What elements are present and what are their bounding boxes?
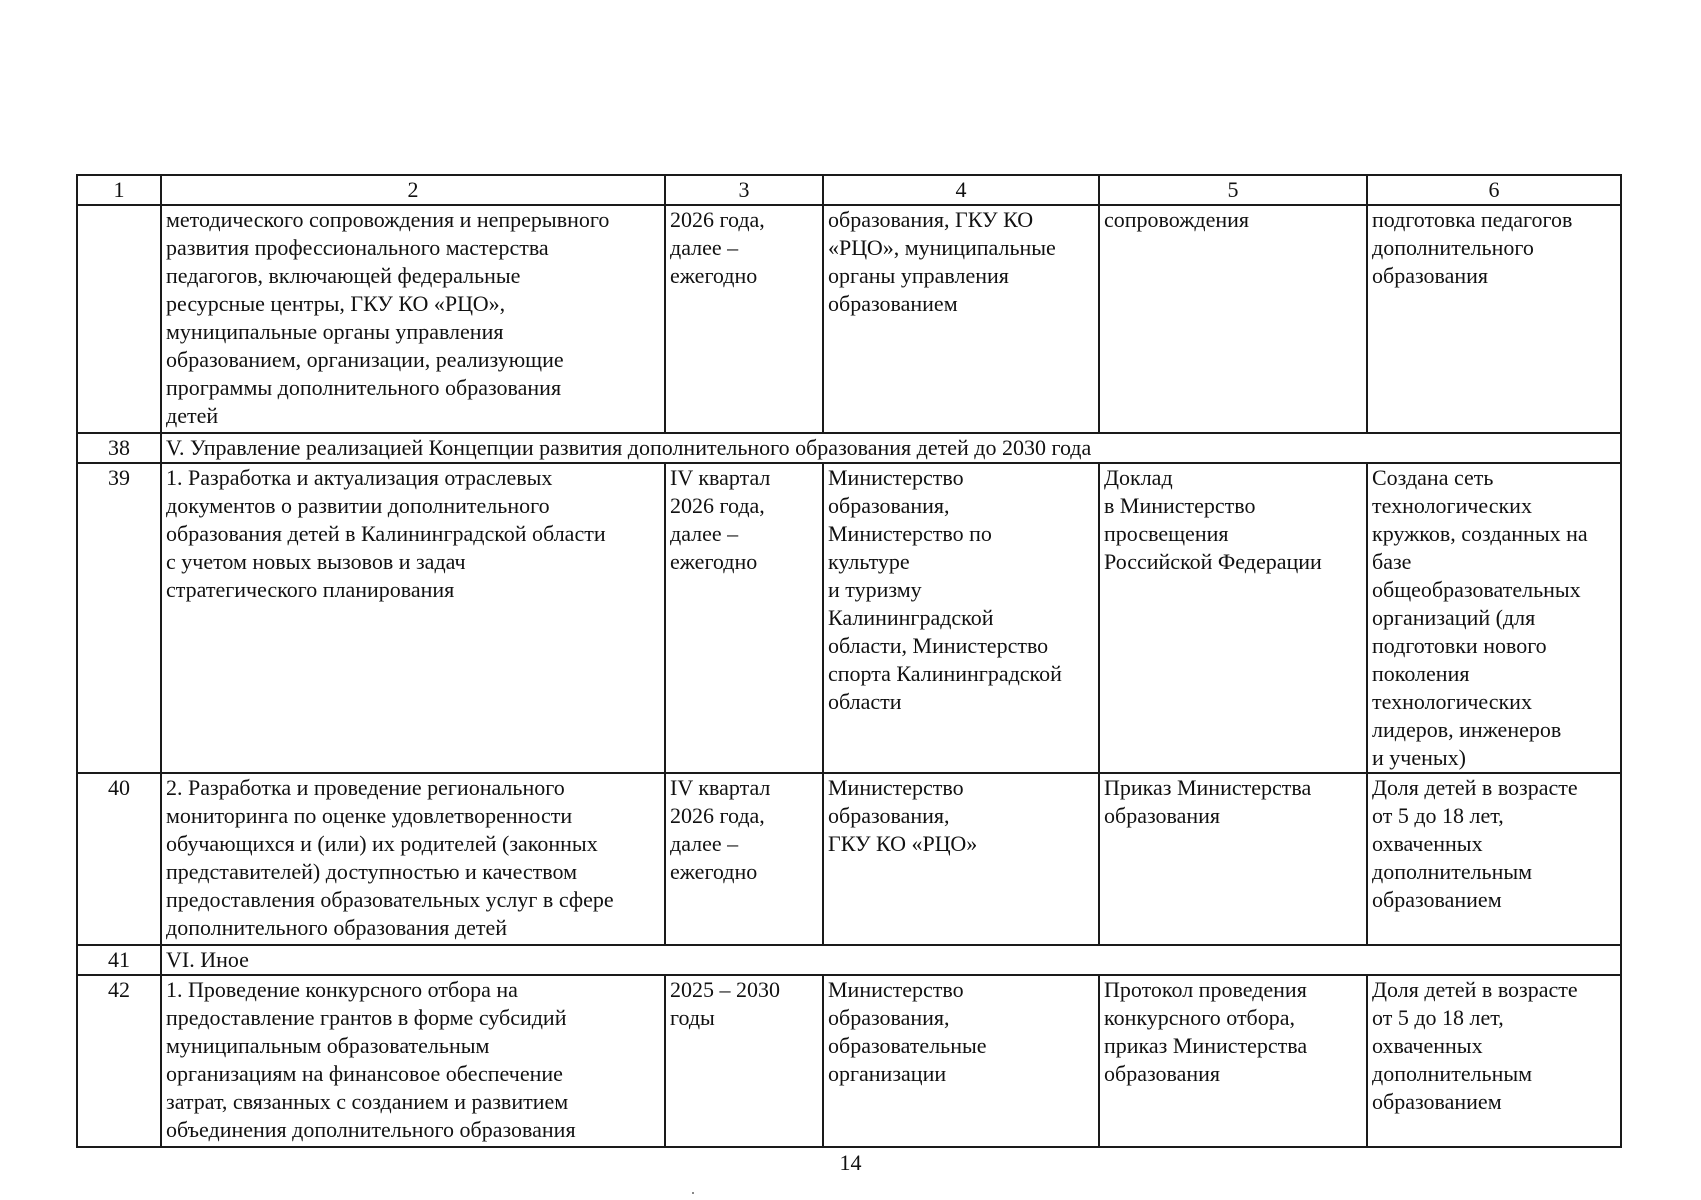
header-col-6: 6 xyxy=(1367,175,1621,205)
header-col-4: 4 xyxy=(823,175,1099,205)
indicator-cell: Доля детей в возрасте от 5 до 18 лет, охваченных дополнительным образованием xyxy=(1367,773,1621,945)
section-title: V. Управление реализацией Концепции развития дополнительного образования детей до 2030 года xyxy=(161,433,1621,463)
result-cell: Приказ Министерства образования xyxy=(1099,773,1367,945)
table-row-39 xyxy=(77,463,1621,773)
action-cell: 2. Разработка и проведение регионального мониторинга по оценке удовлетворенности обучающихся и (или) их родителей (законных представителей) доступностью и качеством предоставления образовательных услуг в сфере дополнительного образования детей xyxy=(161,773,665,945)
result-cell: Доклад в Министерство просвещения Российской Федерации xyxy=(1099,463,1367,773)
section-row-41 xyxy=(77,945,1621,975)
executors-cell: образования, ГКУ КО «РЦО», муниципальные органы управления образованием xyxy=(823,205,1099,433)
table-row-40 xyxy=(77,773,1621,945)
period-cell: IV квартал 2026 года, далее – ежегодно xyxy=(665,463,823,773)
measures-table xyxy=(76,174,1622,1148)
result-cell: Протокол проведения конкурсного отбора, приказ Министерства образования xyxy=(1099,975,1367,1147)
header-col-2: 2 xyxy=(161,175,665,205)
indicator-cell: Создана сеть технологических кружков, созданных на базе общеобразовательных организаций (для подготовки нового поколения технологических лидеров, инженеров и ученых) xyxy=(1367,463,1621,773)
executors-cell: Министерство образования, ГКУ КО «РЦО» xyxy=(823,773,1099,945)
header-col-1: 1 xyxy=(77,175,161,205)
row-number xyxy=(77,205,161,433)
executors-cell: Министерство образования, образовательные организации xyxy=(823,975,1099,1147)
header-col-5: 5 xyxy=(1099,175,1367,205)
column-number-header-row xyxy=(77,175,1621,205)
period-cell: IV квартал 2026 года, далее – ежегодно xyxy=(665,773,823,945)
indicator-cell: подготовка педагогов дополнительного образования xyxy=(1367,205,1621,433)
row-number: 41 xyxy=(77,945,161,975)
table-row-42 xyxy=(77,975,1621,1147)
page-number: 14 xyxy=(839,1150,862,1175)
row-number: 39 xyxy=(77,463,161,773)
period-cell: 2026 года, далее – ежегодно xyxy=(665,205,823,433)
result-cell: сопровождения xyxy=(1099,205,1367,433)
action-cell: 1. Разработка и актуализация отраслевых документов о развитии дополнительного образования детей в Калининградской области с учетом новых вызовов и задач стратегического планирования xyxy=(161,463,665,773)
indicator-cell: Доля детей в возрасте от 5 до 18 лет, охваченных дополнительным образованием xyxy=(1367,975,1621,1147)
scan-artifact xyxy=(692,1192,694,1194)
action-cell: 1. Проведение конкурсного отбора на предоставление грантов в форме субсидий муниципальным образовательным организациям на финансовое обеспечение затрат, связанных с созданием и развитием объединения дополнительного образования xyxy=(161,975,665,1147)
table-row-continued xyxy=(77,205,1621,433)
row-number: 38 xyxy=(77,433,161,463)
period-cell: 2025 – 2030 годы xyxy=(665,975,823,1147)
section-row-38 xyxy=(77,433,1621,463)
section-title: VI. Иное xyxy=(161,945,1621,975)
executors-cell: Министерство образования, Министерство по культуре и туризму Калининградской области, Министерство спорта Калининградской области xyxy=(823,463,1099,773)
action-cell: методического сопровождения и непрерывного развития профессионального мастерства педагогов, включающей федеральные ресурсные центры, ГКУ КО «РЦО», муниципальные органы управления образованием, организации, реализующие программы дополнительного образования детей xyxy=(161,205,665,433)
row-number: 40 xyxy=(77,773,161,945)
row-number: 42 xyxy=(77,975,161,1147)
header-col-3: 3 xyxy=(665,175,823,205)
